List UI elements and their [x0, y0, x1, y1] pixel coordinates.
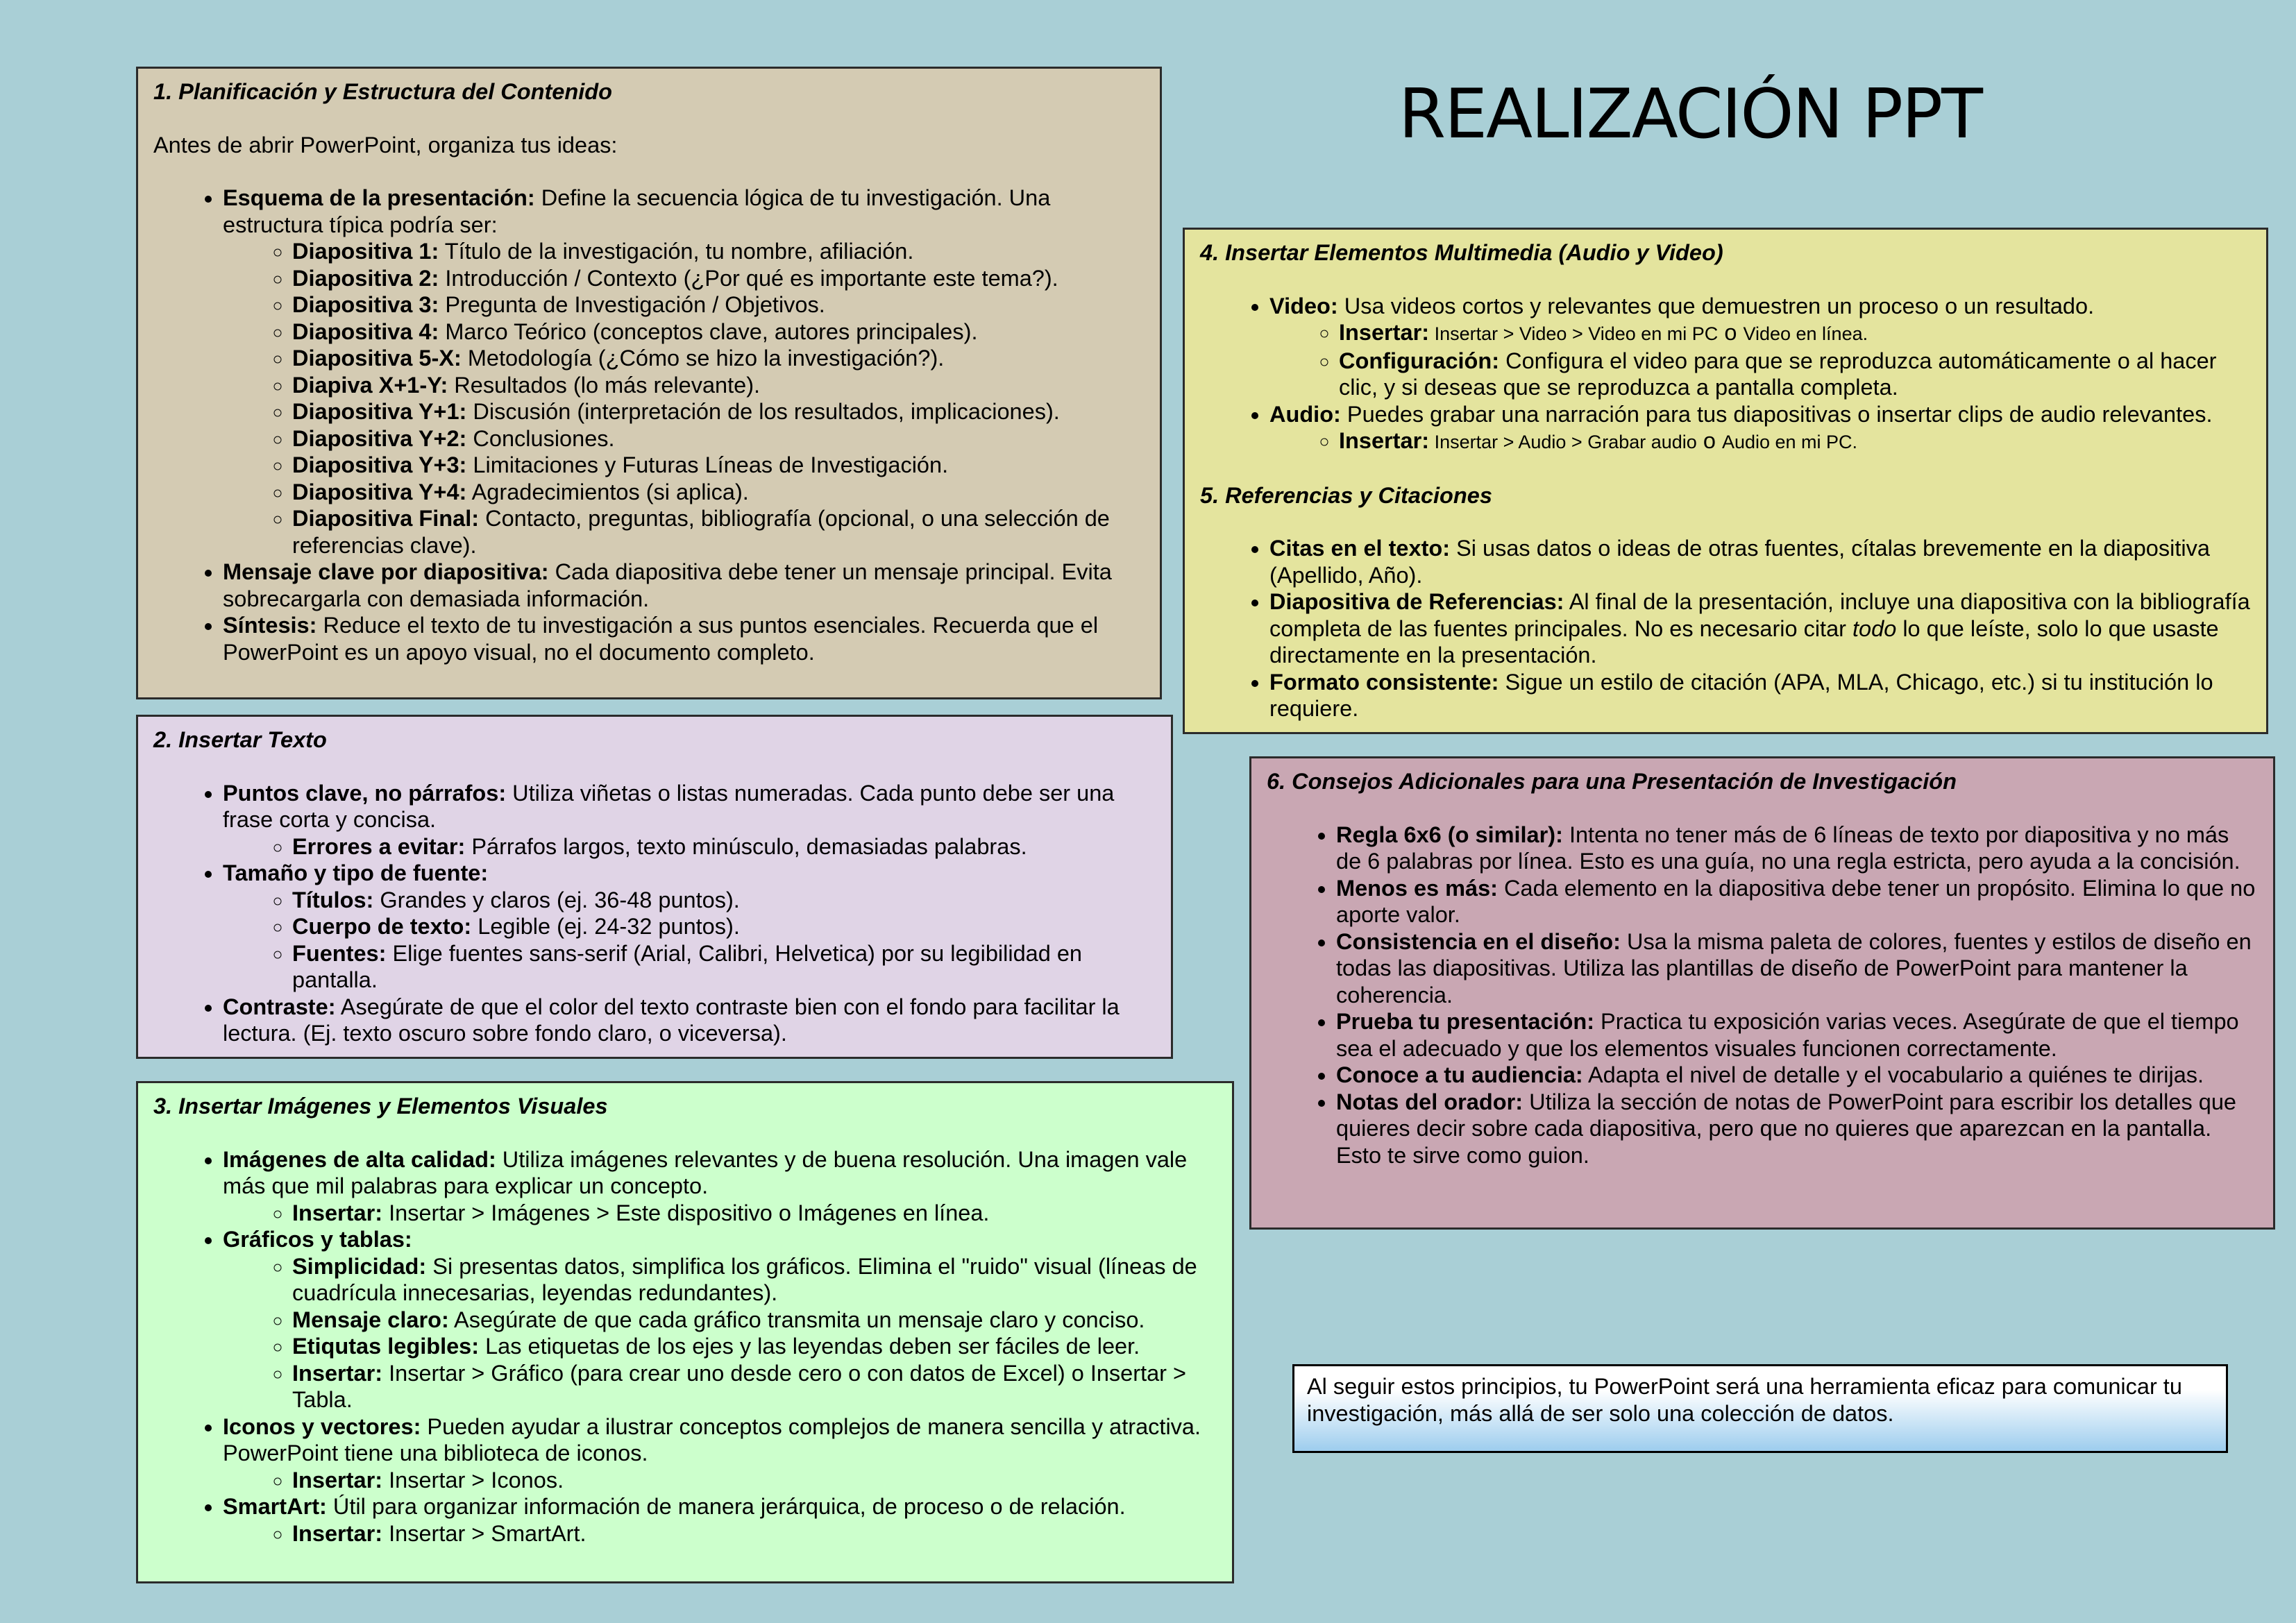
item-label: Iconos y vectores:	[223, 1413, 421, 1439]
section-insertar-imagenes	[136, 1081, 1234, 1583]
item-text: Legible (ej. 24-32 puntos).	[471, 914, 740, 939]
item-text: Título de la investigación, tu nombre, afiliación.	[439, 239, 914, 264]
list-item	[223, 1146, 1217, 1227]
item-label: Insertar:	[1339, 428, 1430, 453]
item-label: Diapositiva 5-X:	[292, 346, 462, 371]
item-label: Fuentes:	[292, 940, 387, 966]
list-item	[223, 994, 1156, 1047]
list-item	[1269, 535, 2251, 588]
item-text: Insertar > Iconos.	[382, 1467, 564, 1493]
item-label: Síntesis:	[223, 613, 317, 638]
list-item	[1269, 669, 2251, 722]
item-text: Utiliza la sección de notas de PowerPoint para escribir los detalles que quieres decir sobre cada diapositiva, pero que no quieres que aparezcan en la pantalla. Esto te sirve como guion.	[1336, 1089, 2236, 1168]
item-label: Diapositiva Y+2:	[292, 425, 467, 451]
sub-list	[223, 1253, 1217, 1413]
item-text: Grandes y claros (ej. 36-48 puntos).	[373, 887, 740, 912]
sub-item	[1339, 319, 2251, 348]
bullet-list	[153, 185, 1145, 665]
item-text: Sigue un estilo de citación (APA, MLA, Chicago, etc.) si tu institución lo requiere.	[1269, 669, 2213, 721]
sub-item	[292, 505, 1145, 559]
item-text: Utiliza imágenes relevantes y de buena resolución. Una imagen vale más que mil palabras para explicar un concepto.	[223, 1146, 1188, 1198]
section-insertar-texto	[136, 715, 1173, 1059]
menu-path: Insertar > Video > Video en mi PC	[1429, 323, 1719, 344]
item-label: Errores a evitar:	[292, 833, 466, 859]
item-label: Diapositiva Y+3:	[292, 452, 467, 477]
item-text: Adapta el nivel de detalle y el vocabulario a quiénes te dirijas.	[1582, 1062, 2204, 1087]
item-label: Diapositiva 3:	[292, 292, 439, 317]
item-text: Usa la misma paleta de colores, fuentes y estilos de diseño en todas las diapositivas. Utiliza las plantillas de diseño de PowerPoint para mantener la coherencia.	[1336, 928, 2252, 1008]
list-item	[223, 860, 1156, 994]
item-text: Practica tu exposición varias veces. Asegúrate de que el tiempo sea el adecuado y que los elementos visuales funcionen correctamente.	[1336, 1009, 2239, 1061]
item-label: Mensaje clave por diapositiva:	[223, 559, 549, 584]
item-text: Limitaciones y Futuras Líneas de Investigación.	[466, 452, 949, 477]
list-item	[1336, 875, 2258, 928]
item-label: Diapositiva 1:	[292, 239, 439, 264]
item-text: Marco Teórico (conceptos clave, autores principales).	[439, 318, 978, 344]
item-label: Regla 6x6 (o similar):	[1336, 822, 1563, 847]
list-item	[223, 1413, 1217, 1494]
item-text: Insertar > Imágenes > Este dispositivo o Imágenes en línea.	[382, 1200, 990, 1225]
list-item	[223, 780, 1156, 860]
list-item	[1336, 1089, 2258, 1169]
item-label: Contraste:	[223, 994, 336, 1019]
item-text: Define la secuencia lógica de tu investigación. Una estructura típica podría ser:	[223, 185, 1051, 237]
item-label: Conoce a tu audiencia:	[1336, 1062, 1583, 1087]
item-text: Útil para organizar información de manera jerárquica, de proceso o de relación.	[326, 1494, 1126, 1519]
list-item	[1336, 1008, 2258, 1062]
or-text: o	[1718, 320, 1744, 345]
item-text: Al final de la presentación, incluye una diapositiva con la bibliografía completa de las fuentes principales. No es necesario citar	[1269, 589, 2250, 641]
item-label: Formato consistente:	[1269, 669, 1499, 695]
sub-item	[1339, 348, 2251, 401]
item-label: Puntos clave, no párrafos:	[223, 780, 507, 806]
item-text: Utiliza viñetas o listas numeradas. Cada punto debe ser una frase corta y concisa.	[223, 780, 1115, 832]
item-label: Mensaje claro:	[292, 1307, 449, 1332]
list-item	[1336, 1062, 2258, 1089]
sub-item	[292, 1307, 1217, 1334]
item-label: Simplicidad:	[292, 1253, 427, 1279]
list-item	[223, 185, 1145, 559]
item-text: Cada diapositiva debe tener un mensaje principal. Evita sobrecargarla con demasiada información.	[223, 559, 1112, 611]
menu-path: Audio en mi PC.	[1721, 432, 1858, 452]
item-label: Diapositiva Final:	[292, 506, 480, 531]
sub-item	[292, 1200, 1217, 1227]
section-multimedia-referencias	[1183, 228, 2268, 734]
item-label: Notas del orador:	[1336, 1089, 1523, 1114]
list-item	[1269, 401, 2251, 456]
list-item	[223, 1493, 1217, 1547]
item-label: Insertar:	[1339, 320, 1430, 345]
sub-list	[223, 887, 1156, 994]
sub-list	[223, 1520, 1217, 1547]
bullet-list	[153, 780, 1156, 1047]
item-text: Las etiquetas de los ejes y las leyendas deben ser fáciles de leer.	[479, 1334, 1140, 1359]
section-planificacion	[136, 67, 1162, 699]
item-text: Puedes grabar una narración para tus diapositivas o insertar clips de audio relevantes.	[1340, 401, 2213, 427]
item-text: Resultados (lo más relevante).	[448, 372, 761, 398]
item-label: Diapiva X+1-Y:	[292, 372, 448, 398]
bullet-list	[1200, 293, 2251, 456]
item-text: Elige fuentes sans-serif (Arial, Calibri, Helvetica) por su legibilidad en pantalla.	[292, 940, 1082, 992]
section-heading: 4. Insertar Elementos Multimedia (Audio y Video)	[1200, 240, 1723, 265]
item-text: Introducción / Contexto (¿Por qué es importante este tema?).	[439, 265, 1058, 291]
item-label: Citas en el texto:	[1269, 536, 1451, 561]
sub-item	[292, 913, 1156, 940]
item-label: Gráficos y tablas:	[223, 1227, 412, 1252]
section-heading: 5. Referencias y Citaciones	[1200, 482, 1492, 508]
item-text: Discusión (interpretación de los resultados, implicaciones).	[466, 399, 1060, 424]
sub-item	[292, 1253, 1217, 1307]
sub-item	[292, 345, 1145, 372]
item-text: Asegúrate de que el color del texto contraste bien con el fondo para facilitar la lectura. (Ej. texto oscuro sobre fondo claro, o viceversa).	[223, 994, 1120, 1046]
section-heading: 6. Consejos Adicionales para una Presentación de Investigación	[1267, 769, 1957, 794]
bullet-list	[153, 1146, 1217, 1547]
section-heading: 2. Insertar Texto	[153, 727, 327, 752]
or-text: o	[1696, 428, 1722, 453]
section-consejos-adicionales	[1249, 756, 2275, 1230]
item-label: Diapositiva de Referencias:	[1269, 589, 1564, 614]
item-label: Menos es más:	[1336, 875, 1499, 901]
item-text: Pueden ayudar a ilustrar conceptos complejos de manera sencilla y atractiva. PowerPoint tiene una biblioteca de iconos.	[223, 1413, 1201, 1465]
item-text: Intenta no tener más de 6 líneas de texto por diapositiva y no más de 6 palabras por línea. Esto es una guía, no una regla estricta, pero ayuda a la concisión.	[1336, 822, 2240, 874]
item-label: Diapositiva 2:	[292, 265, 439, 291]
item-text: Asegúrate de que cada gráfico transmita un mensaje claro y conciso.	[448, 1307, 1145, 1332]
item-label: Video:	[1269, 293, 1338, 318]
summary-note: Al seguir estos principios, tu PowerPoint será una herramienta eficaz para comunicar tu investigación, más allá de ser solo una colección de datos.	[1292, 1364, 2228, 1453]
item-text: Contacto, preguntas, bibliografía (opcional, o una selección de referencias clave).	[292, 506, 1110, 558]
sub-item	[292, 1360, 1217, 1413]
sub-item	[292, 452, 1145, 479]
sub-list	[223, 1200, 1217, 1227]
item-text: Si presentas datos, simplifica los gráficos. Elimina el "ruido" visual (líneas de cuadrícula innecesarias, leyendas redundantes).	[292, 1253, 1197, 1305]
item-text: Si usas datos o ideas de otras fuentes, cítalas brevemente en la diapositiva (Apellido, Año).	[1269, 536, 2210, 588]
list-item	[1336, 822, 2258, 875]
list-item	[1336, 928, 2258, 1009]
sub-item	[292, 265, 1145, 292]
menu-path: Video en línea.	[1743, 323, 1868, 344]
sub-item	[292, 1333, 1217, 1360]
item-text: Metodología (¿Cómo se hizo la investigación?).	[461, 346, 945, 371]
list-item	[223, 612, 1145, 665]
item-text: Párrafos largos, texto minúsculo, demasiadas palabras.	[465, 833, 1027, 859]
section-heading: 3. Insertar Imágenes y Elementos Visuales	[153, 1094, 608, 1119]
item-label: Consistencia en el diseño:	[1336, 928, 1621, 954]
sub-list	[223, 833, 1156, 860]
sub-item	[292, 398, 1145, 425]
item-label: Esquema de la presentación:	[223, 185, 535, 210]
item-label: Diapositiva Y+1:	[292, 399, 467, 424]
list-item	[1269, 293, 2251, 401]
item-text: Reduce el texto de tu investigación a sus puntos esenciales. Recuerda que el PowerPoint es un apoyo visual, no el documento completo.	[223, 613, 1099, 665]
item-label: SmartArt:	[223, 1494, 327, 1519]
item-text: lo que leíste, solo lo que usaste directamente en la presentación.	[1269, 615, 2219, 668]
item-label: Diapositiva 4:	[292, 318, 439, 344]
item-text: Insertar > Gráfico (para crear uno desde cero o con datos de Excel) o Insertar > Tabla.	[292, 1360, 1187, 1412]
sub-list	[223, 238, 1145, 559]
item-text: Usa videos cortos y relevantes que demuestren un proceso o un resultado.	[1337, 293, 2095, 318]
item-label: Prueba tu presentación:	[1336, 1009, 1595, 1034]
sub-item	[292, 318, 1145, 346]
item-text: Conclusiones.	[466, 425, 615, 451]
sub-item	[1339, 427, 2251, 456]
item-text: Cada elemento en la diapositiva debe tener un propósito. Elimina lo que no aporte valor.	[1336, 875, 2256, 927]
section-intro: Antes de abrir PowerPoint, organiza tus ideas:	[153, 132, 618, 158]
list-item	[1269, 588, 2251, 669]
sub-item	[292, 372, 1145, 399]
item-text: Insertar > SmartArt.	[382, 1520, 586, 1546]
sub-item	[292, 1467, 1217, 1494]
sub-item	[292, 238, 1145, 265]
section-heading: 1. Planificación y Estructura del Contenido	[153, 79, 612, 104]
item-label: Configuración:	[1339, 348, 1500, 373]
sub-item	[292, 479, 1145, 506]
item-label: Audio:	[1269, 401, 1341, 427]
item-text: Pregunta de Investigación / Objetivos.	[439, 292, 825, 317]
item-label: Insertar:	[292, 1467, 383, 1493]
page-title: REALIZACIÓN PPT	[1399, 75, 1982, 154]
sub-item	[292, 425, 1145, 452]
menu-path: Insertar > Audio > Grabar audio	[1429, 432, 1697, 452]
item-label: Tamaño y tipo de fuente:	[223, 860, 489, 885]
item-label: Imágenes de alta calidad:	[223, 1146, 496, 1172]
item-label: Diapositiva Y+4:	[292, 479, 467, 504]
sub-list	[223, 1467, 1217, 1494]
sub-item	[292, 1520, 1217, 1547]
sub-item	[292, 833, 1156, 860]
item-label: Insertar:	[292, 1520, 383, 1546]
item-text: Configura el video para que se reproduzca automáticamente o al hacer clic, y si deseas que se reproduzca a pantalla completa.	[1339, 348, 2217, 400]
item-label: Cuerpo de texto:	[292, 914, 472, 939]
sub-item	[292, 291, 1145, 318]
item-label: Insertar:	[292, 1200, 383, 1225]
sub-list	[1269, 427, 2251, 456]
list-item	[223, 559, 1145, 612]
item-text: Agradecimientos (si aplica).	[466, 479, 749, 504]
list-item	[223, 1226, 1217, 1413]
item-label: Etiqutas legibles:	[292, 1334, 480, 1359]
sub-item	[292, 940, 1156, 994]
item-label: Títulos:	[292, 887, 374, 912]
bullet-list	[1200, 535, 2251, 722]
emphasis-text: todo	[1852, 615, 1897, 641]
bullet-list	[1267, 822, 2258, 1169]
sub-item	[292, 887, 1156, 914]
item-label: Insertar:	[292, 1360, 383, 1386]
sub-list	[1269, 319, 2251, 401]
